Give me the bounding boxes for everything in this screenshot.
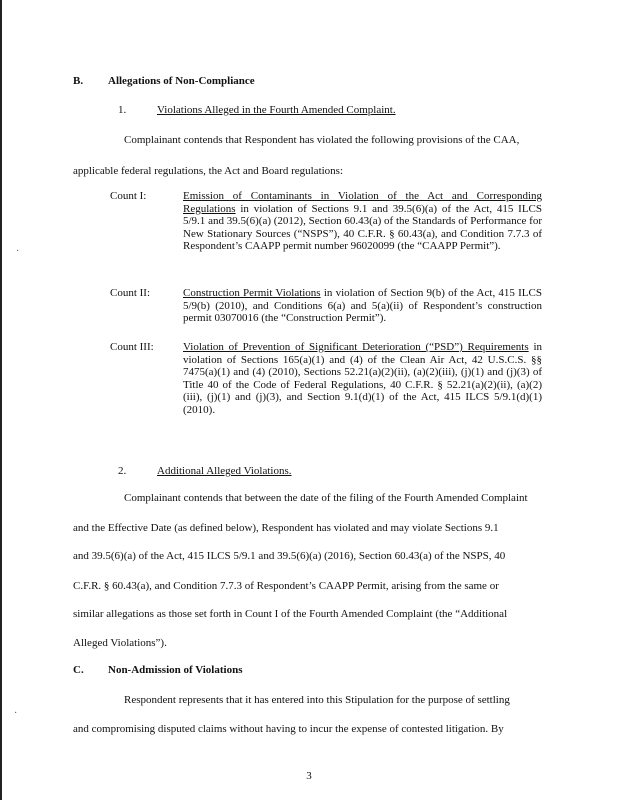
section-c-title: Non-Admission of Violations [108, 664, 243, 676]
scan-mark: · [16, 246, 20, 257]
section-b-title: Allegations of Non-Compliance [108, 75, 255, 87]
para-c-line-2: and compromising disputed claims without having to incur the expense of contested litigation. By [73, 723, 504, 735]
subsection-2-number: 2. [118, 465, 127, 477]
count-2 [110, 287, 542, 325]
para2-line-6: Alleged Violations”). [73, 637, 167, 649]
intro-line-1: Complainant contends that Respondent has violated the following provisions of the CAA, [124, 134, 520, 146]
section-c-letter: C. [73, 664, 84, 676]
para2-line-5: similar allegations as those set forth in Count I of the Fourth Amended Complaint (the “Additional [73, 608, 508, 620]
para2-line-1: Complainant contends that between the date of the filing of the Fourth Amended Complaint [124, 492, 528, 504]
count-1-body [183, 190, 542, 253]
count-2-title: Construction Permit Violations [183, 287, 321, 299]
count-2-body [183, 287, 542, 325]
subsection-2-title: Additional Alleged Violations. [157, 465, 292, 477]
count-3-body [183, 341, 542, 417]
intro-line-2: applicable federal regulations, the Act and Board regulations: [73, 165, 344, 177]
count-1-text: in violation of Sections 9.1 and 39.5(6)(a) of the Act, 415 ILCS 5/9.1 and 39.5(6)(a) (2012), Section 60.43(a) of the Standards of Performance for New Stationary Sources (“NSPS”), 40 C.F.R. § 60.43(a), and Condition 7.7.3 of Respondent’s CAAPP permit number 96020099 (the “CAAPP Permit”). [183, 202, 542, 253]
para2-line-3: and 39.5(6)(a) of the Act, 415 ILCS 5/9.1 and 39.5(6)(a) (2016), Section 60.43(a) of the NSPS, 40 [73, 550, 506, 562]
subsection-2-heading [73, 465, 543, 477]
count-3-title: Violation of Prevention of Significant Deterioration (“PSD”) Requirements [183, 341, 529, 353]
para2-line-2: and the Effective Date (as defined below), Respondent has violated and may violate Sections 9.1 [73, 522, 499, 534]
para-c-line-1: Respondent represents that it has entered into this Stipulation for the purpose of settling [124, 694, 510, 706]
section-b-letter: B. [73, 75, 84, 87]
scan-mark: · [14, 708, 18, 719]
subsection-1-heading [73, 104, 543, 116]
subsection-1-title: Violations Alleged in the Fourth Amended Complaint. [157, 104, 396, 116]
section-c-heading [73, 664, 543, 676]
count-1-title: Emission of Contaminants in Violation of the Act and Corresponding Regulations [183, 190, 542, 215]
section-b-heading [73, 75, 543, 87]
count-3 [110, 341, 542, 417]
count-2-text: in violation of Section 9(b) of the Act, 415 ILCS 5/9(b) (2010), and Conditions 6(a) and 5(a)(ii) of Respondent’s construction permit 03070016 (the “Construction Permit”). [183, 287, 542, 325]
subsection-1-number: 1. [118, 104, 127, 116]
para2-line-4: C.F.R. § 60.43(a), and Condition 7.7.3 of Respondent’s CAAPP Permit, arising from the same or [73, 580, 499, 592]
page-left-edge [0, 0, 2, 800]
count-2-label: Count II: [110, 287, 151, 299]
count-1-label: Count I: [110, 190, 147, 202]
count-1 [110, 190, 542, 253]
count-3-label: Count III: [110, 341, 154, 353]
page-number: 3 [306, 770, 312, 782]
count-3-text: in violation of Sections 165(a)(1) and (4) of the Clean Air Act, 42 U.S.C.S. §§ 7475(a)(1) and (4) (2010), Sections 52.21(a)(2)(ii), (a)(2)(iii), (j)(1) and (j)(3) of Title 40 of the Code of Federal Regulations, 40 C.F.R. § 52.21(a)(2)(ii), (a)(2)(iii), (j)(1) and (j)(3), and Section 9.1(d)(1) of the Act, 415 ILCS 5/9.1(d)(1) (2010). [183, 341, 542, 416]
